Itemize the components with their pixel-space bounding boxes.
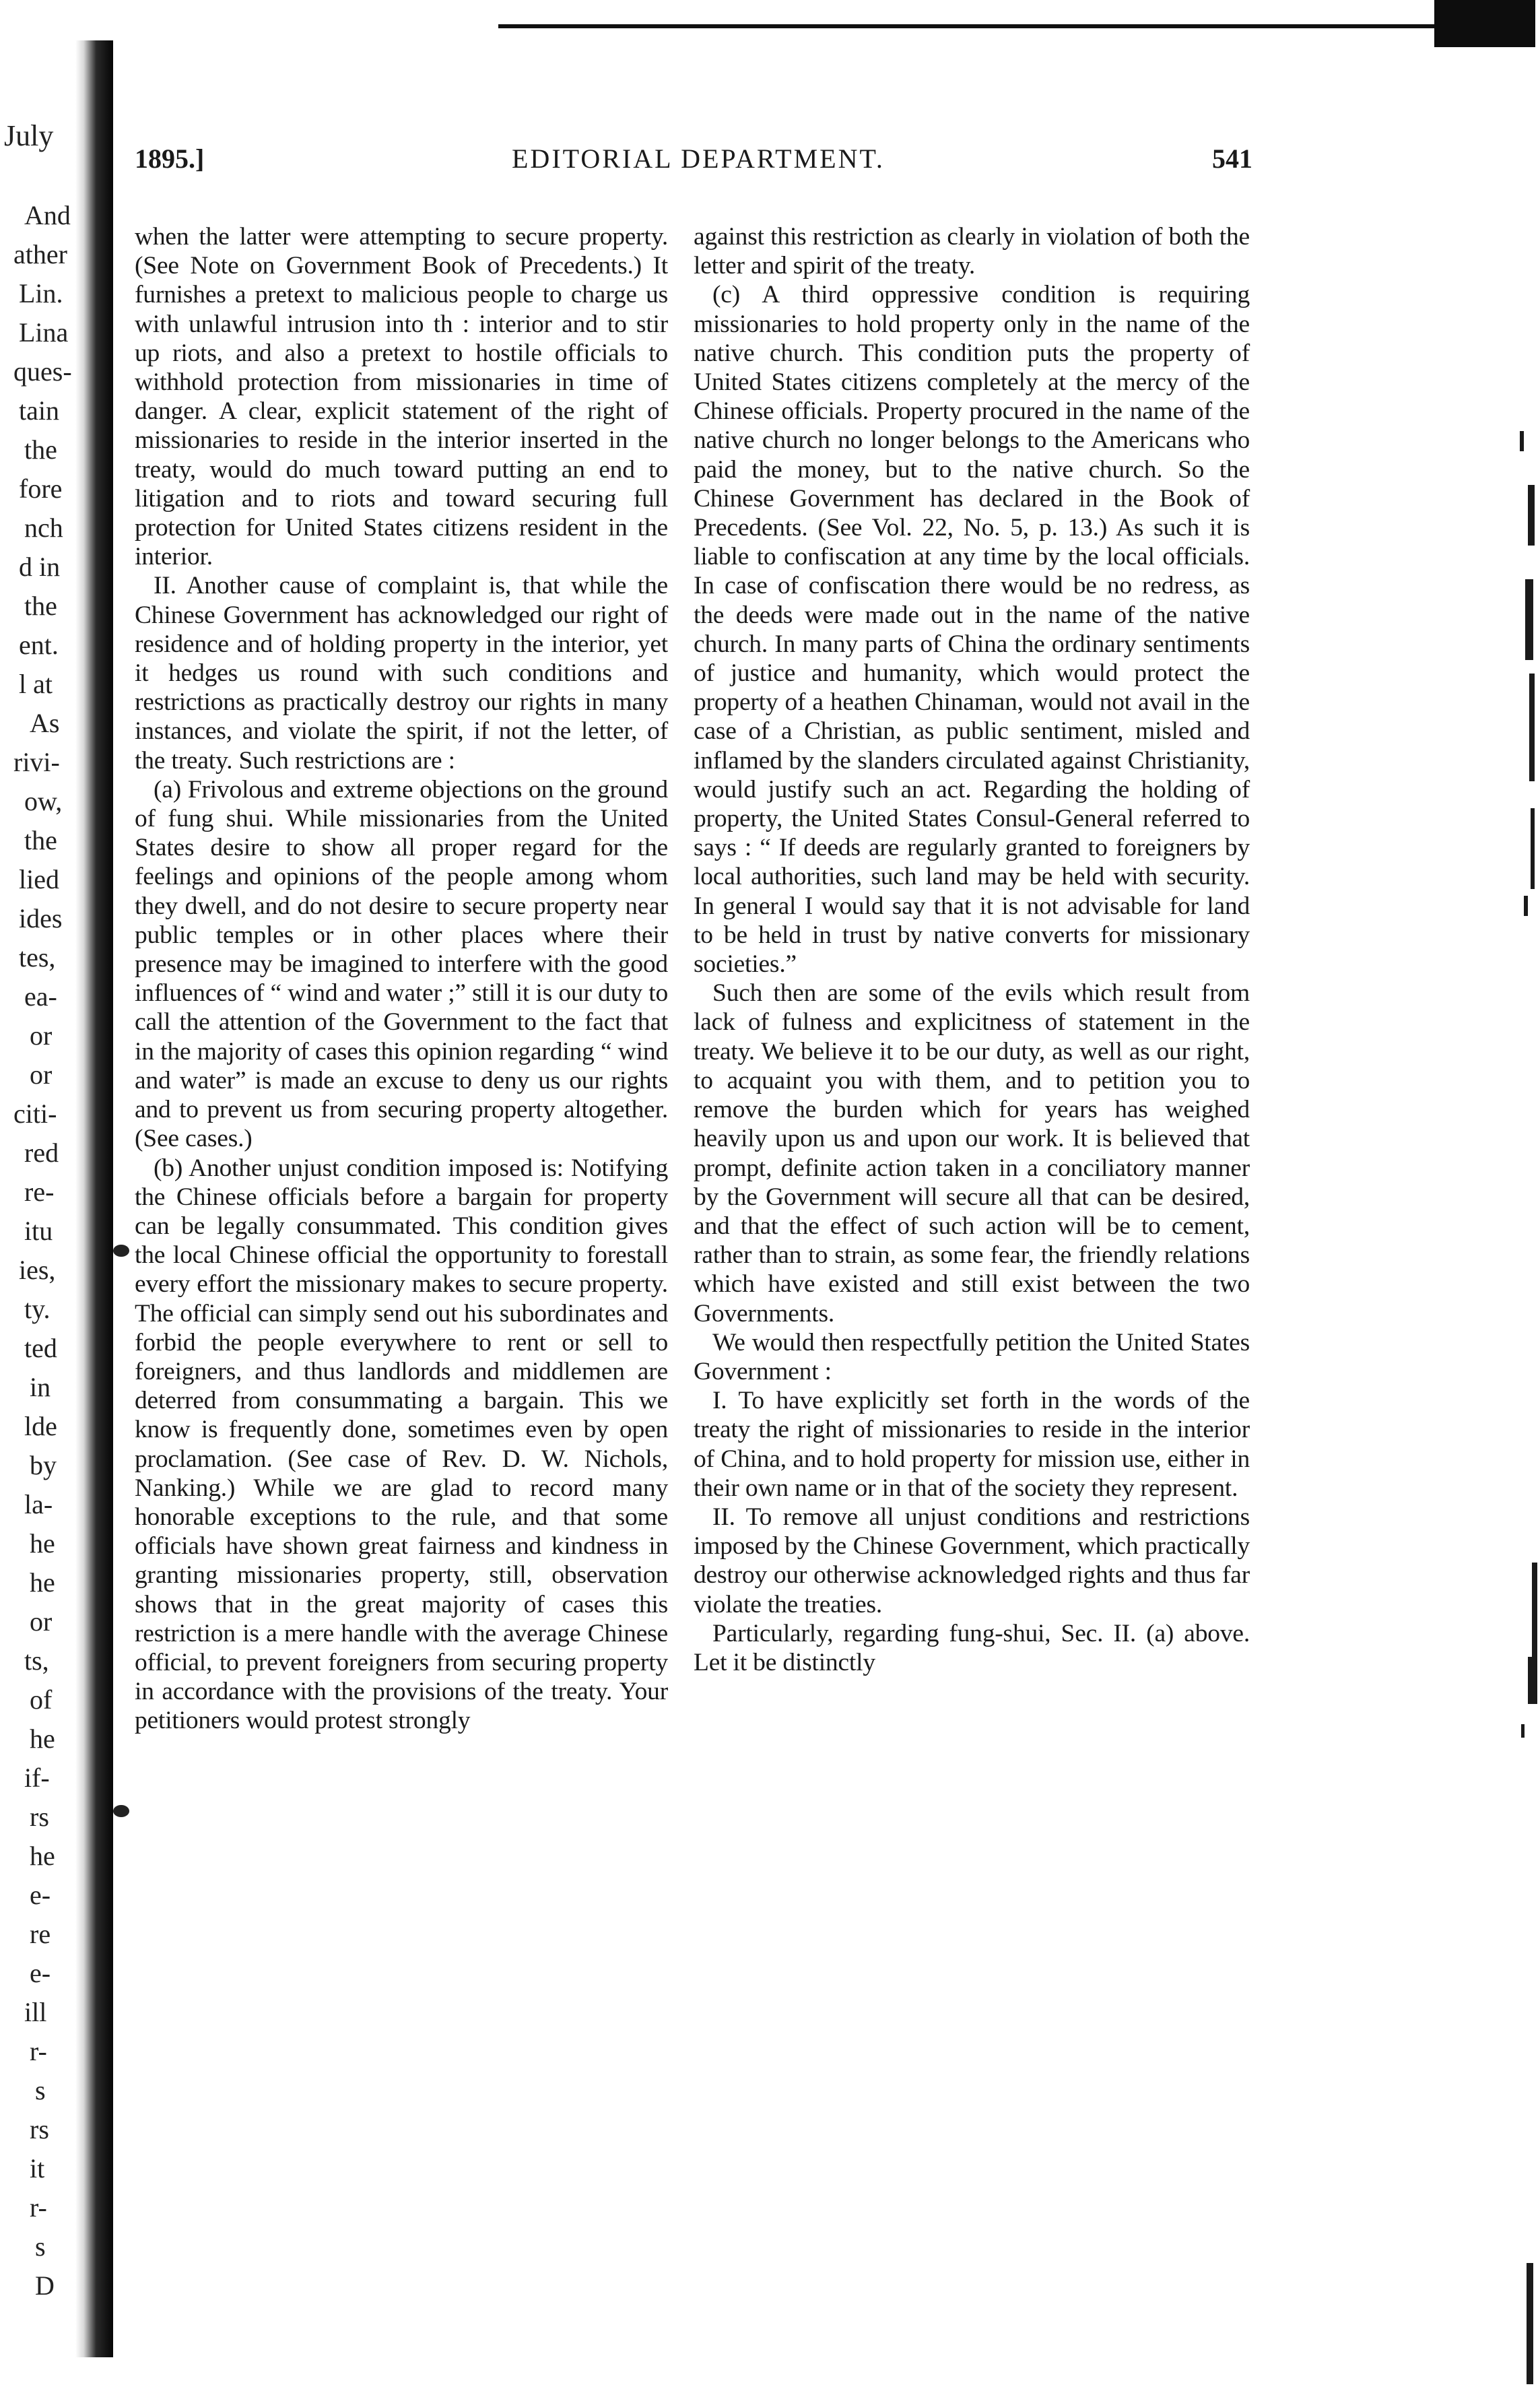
previous-page-fragment: ea-: [24, 981, 57, 1012]
previous-page-fragment: of: [30, 1684, 53, 1715]
previous-page-fragment: or: [30, 1020, 53, 1051]
previous-page-fragment: the: [24, 825, 57, 855]
previous-page-fragment: he: [30, 1841, 55, 1871]
previous-page-fragment: ty.: [24, 1294, 51, 1324]
previous-page-fragment: fore: [19, 473, 63, 504]
previous-page-fragment: he: [30, 1724, 55, 1754]
previous-page-fragment: tain: [19, 395, 59, 426]
previous-page-fragment: Lin.: [19, 278, 63, 308]
paragraph: We would then respectfully petition the United States Government :: [694, 1328, 1250, 1385]
previous-page-fragment: ted: [24, 1333, 57, 1363]
previous-page-fragment: ides: [19, 903, 63, 933]
previous-page-fragment: r-: [30, 2036, 47, 2066]
previous-page-fragment: ather: [13, 239, 67, 269]
previous-page-fragment: July: [4, 119, 54, 152]
paragraph: when the latter were attempting to secure property. (See Note on Government Book of Precedents.) It furnishes a pretext to malicious people to charge us with unlawful intrusion into th : interior and to stir up riots, and also a pretext to hostile officials to withhold protection from missionaries in time of danger. A clear, explicit statement of the right of missionaries to reside in the interior inserted in the treaty, would do much toward putting an end to litigation and to riots and toward securing full protection for United States citizens resident in the interior.: [135, 223, 668, 571]
previous-page-fragment: ies,: [19, 1255, 56, 1285]
paragraph: (c) A third oppressive condition is requiring missionaries to hold property only in the name of the native church. This condition puts the property of United States citizens completely at the mercy of the Chinese officials. Property procured in the name of the native church no longer belongs to the Americans who paid the money, but to the native church. So the Chinese Government has declared in the Book of Precedents. (See Vol. 22, No. 5, p. 13.) As such it is liable to confiscation at any time by the local officials. In case of confiscation there would be no redress, as the deeds were made out in the name of the native church. In many parts of China the ordinary sentiments of justice and humanity, which would protect the property of a heathen Chinaman, would not avail in the case of a Christian, as public sentiment, misled and inflamed by the slanders circulated against Christianity, would justify such an act. Regarding the holding of property, the United States Consul-General referred to says : “ If deeds are regularly granted to foreigners by local authorities, such land may be held with security. In general I would say that it is not advisable for land to be held in trust by native converts for missionary societies.”: [694, 281, 1250, 979]
previous-page-fragment: nch: [24, 513, 63, 543]
previous-page-fragment: r-: [30, 2192, 47, 2223]
right-column: [694, 222, 1250, 1677]
paragraph: (b) Another unjust condition imposed is: Notifying the Chinese officials before a bargain for property can be legally consummated. This condition gives the local Chinese official the opportunity to forestall every effort the missionary makes to secure property. The official can simply send out his subordinates and forbid the people everywhere to rent or sell to foreigners, and thus landlords and middlemen are deterred from consummating a bargain. This we know is frequently done, sometimes even by open proclamation. (See case of Rev. D. W. Nichols, Nanking.) While we are glad to record many honorable exceptions to the rule, and that some officials have shown great fairness and kindness in granting missionaries property, still, observation shows that in the great majority of cases this restriction is a mere handle with the average Chinese official, to prevent foreigners from securing property in accordance with the provisions of the treaty. Your petitioners would protest strongly: [135, 1154, 668, 1735]
previous-page-fragment: or: [30, 1059, 53, 1090]
previous-page-fragment: Lina: [19, 317, 69, 348]
header-title: EDITORIAL DEPARTMENT.: [512, 143, 885, 174]
previous-page-fragment: rivi-: [13, 747, 60, 777]
previous-page-fragment: s: [35, 2231, 46, 2262]
previous-page-fragment: he: [30, 1567, 55, 1598]
previous-page-fragment: lde: [24, 1411, 57, 1441]
binding-gutter: [75, 40, 113, 2357]
previous-page-fragment: if-: [24, 1763, 50, 1793]
paragraph: II. To remove all unjust conditions and restrictions imposed by the Chinese Government, which practically destroy our otherwise acknowledged rights and thus far violate the treaties.: [694, 1503, 1250, 1618]
previous-page-fragment: ts,: [24, 1645, 49, 1676]
previous-page-edge: [0, 0, 75, 2395]
previous-page-fragment: in: [30, 1372, 51, 1402]
previous-page-fragment: ent.: [19, 630, 59, 660]
page-number: 541: [1212, 143, 1252, 174]
previous-page-fragment: by: [30, 1450, 57, 1480]
page-header: [135, 143, 1252, 183]
previous-page-fragment: s: [35, 2075, 46, 2105]
previous-page-fragment: red: [24, 1138, 59, 1168]
left-column: [135, 222, 668, 1736]
previous-page-fragment: it: [30, 2153, 45, 2184]
right-edge-marks: [1479, 0, 1540, 2395]
previous-page-fragment: the: [24, 434, 57, 465]
previous-page-fragment: ill: [24, 1997, 47, 2027]
paragraph: I. To have explicitly set forth in the words of the treaty the right of missionaries to reside in the interior of China, and to hold property for mission use, either in their own name or in that of the society they represent.: [694, 1387, 1250, 1502]
previous-page-fragment: or: [30, 1606, 53, 1637]
previous-page-fragment: he: [30, 1528, 55, 1559]
previous-page-fragment: tes,: [19, 942, 56, 973]
paragraph: against this restriction as clearly in violation of both the letter and spirit of the treaty.: [694, 223, 1250, 280]
previous-page-fragment: ow,: [24, 786, 63, 816]
previous-page-fragment: l at: [19, 669, 53, 699]
previous-page-fragment: re-: [24, 1177, 55, 1207]
previous-page-fragment: D: [35, 2270, 55, 2301]
paragraph: (a) Frivolous and extreme objections on the ground of fung shui. While missionaries from the United States desire to show all proper regard for the feelings and opinions of the people among whom they dwell, and do not desire to secure property near public temples or in other places where their presence may be imagined to interfere with the good influences of “ wind and water ;” still it is our duty to call the attention of the Government to the fact that in the majority of cases this opinion regarding “ wind and water” is made an excuse to deny us our rights and to prevent us from securing property altogether. (See cases.): [135, 775, 668, 1153]
previous-page-fragment: citi-: [13, 1098, 57, 1129]
previous-page-fragment: re: [30, 1919, 51, 1949]
previous-page-fragment: rs: [30, 1802, 49, 1832]
previous-page-fragment: la-: [24, 1489, 53, 1519]
header-year: 1895.]: [135, 143, 205, 174]
previous-page-fragment: rs: [30, 2114, 49, 2144]
previous-page-fragment: e-: [30, 1958, 51, 1988]
gutter-speck: [113, 1805, 129, 1817]
previous-page-fragment: d in: [19, 552, 61, 582]
previous-page-fragment: the: [24, 591, 57, 621]
previous-page-fragment: ques-: [13, 356, 72, 387]
previous-page-fragment: And: [24, 200, 71, 230]
paragraph: II. Another cause of complaint is, that while the Chinese Government has acknowledged our right of residence and of holding property in the interior, yet it hedges us round with such conditions and restrictions as practically destroy our rights in many instances, and violate the spirit, if not the letter, of the treaty. Such restrictions are :: [135, 572, 668, 775]
previous-page-fragment: As: [30, 708, 60, 738]
top-rule: [498, 24, 1502, 28]
previous-page-fragment: e-: [30, 1880, 51, 1910]
previous-page-fragment: itu: [24, 1216, 53, 1246]
paragraph: Particularly, regarding fung-shui, Sec. II. (a) above. Let it be distinctly: [694, 1619, 1250, 1676]
previous-page-fragment: lied: [19, 864, 59, 894]
gutter-speck: [113, 1245, 129, 1257]
paragraph: Such then are some of the evils which result from lack of fulness and explicitness of statement in the treaty. We believe it to be our duty, as well as our right, to acquaint you with them, and to petition you to remove the burden which for years has weighed heavily upon us and upon our work. It is believed that prompt, definite action taken in a conciliatory manner by the Government will secure all that can be desired, and that the effect of such action will be to cement, rather than to strain, as some fear, the friendly relations which have existed and still exist between the two Governments.: [694, 979, 1250, 1327]
